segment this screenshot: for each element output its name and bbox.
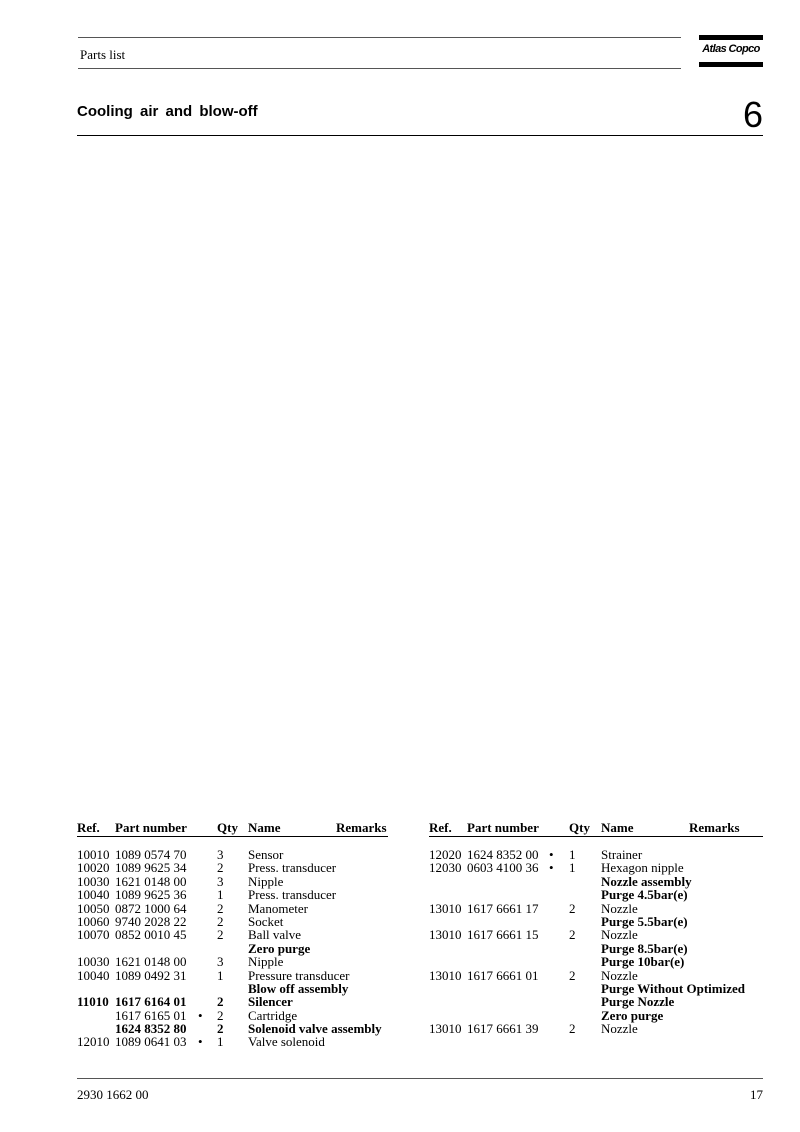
row-qty: 2	[569, 927, 576, 943]
row-name: Purge 5.5bar(e)	[601, 913, 688, 929]
row-ref: 12030	[429, 860, 462, 876]
table-row	[429, 969, 763, 982]
row-name: Nozzle	[601, 1021, 638, 1037]
table-row	[429, 888, 763, 901]
table-row	[429, 848, 763, 861]
table-body	[429, 848, 763, 1035]
doc-number: 2930 1662 00	[77, 1087, 149, 1102]
row-name: Purge Nozzle	[601, 994, 675, 1010]
section-rule	[77, 135, 763, 136]
row-name: Blow off assembly	[248, 980, 349, 996]
header-remarks: Remarks	[336, 820, 387, 835]
row-qty: 2	[569, 967, 576, 983]
row-name: Nozzle assembly	[601, 873, 692, 889]
header-name: Name	[601, 820, 634, 835]
row-ref: 10030	[77, 873, 110, 889]
row-name: Press. transducer	[248, 860, 337, 876]
row-bullet: •	[198, 1007, 203, 1023]
row-ref: 10040	[77, 967, 110, 983]
row-name: Press. transducer	[248, 887, 337, 903]
row-qty: 3	[217, 873, 224, 889]
row-name: Sensor	[248, 847, 284, 862]
row-name: Cartridge	[248, 1007, 298, 1023]
row-name: Nipple	[248, 873, 284, 889]
row-ref: 10040	[77, 887, 110, 903]
row-qty: 2	[217, 927, 224, 943]
row-ref: 10070	[77, 927, 110, 943]
table-row	[77, 928, 388, 941]
row-ref: 13010	[429, 900, 462, 916]
row-name: Hexagon nipple	[601, 860, 684, 876]
row-qty: 1	[569, 847, 576, 862]
row-qty: 2	[217, 1021, 224, 1037]
row-part-number: 1617 6164 01	[115, 994, 187, 1010]
header-ref: Ref.	[429, 820, 452, 835]
row-name: Nozzle	[601, 900, 638, 916]
table-row	[77, 1009, 388, 1022]
row-bullet: •	[549, 847, 554, 862]
table-row	[77, 875, 388, 888]
row-qty: 1	[217, 967, 224, 983]
row-ref: 11010	[77, 994, 109, 1010]
row-name: Purge 8.5bar(e)	[601, 940, 688, 956]
logo-bar-top	[699, 35, 763, 40]
row-part-number: 1617 6661 15	[467, 927, 539, 943]
row-name: Nozzle	[601, 927, 638, 943]
row-qty: 2	[217, 900, 224, 916]
row-ref: 12010	[77, 1034, 110, 1050]
table-row	[77, 982, 388, 995]
row-ref: 10020	[77, 860, 110, 876]
logo-wordmark: Atlas Copco	[702, 43, 760, 55]
row-part-number: 1089 0641 03	[115, 1034, 187, 1050]
table-row	[429, 995, 763, 1008]
table-row	[429, 955, 763, 968]
parts-table-right	[429, 820, 763, 1035]
header-ref: Ref.	[77, 820, 100, 835]
row-qty: 2	[569, 900, 576, 916]
row-name: Nipple	[248, 954, 284, 970]
row-ref: 13010	[429, 927, 462, 943]
table-header	[77, 820, 388, 837]
row-qty: 3	[217, 954, 224, 970]
section-number: 6	[742, 94, 763, 135]
row-name: Nozzle	[601, 967, 638, 983]
row-bullet: •	[549, 860, 554, 876]
table-row	[429, 875, 763, 888]
row-part-number: 1621 0148 00	[115, 954, 187, 970]
row-name: Purge 10bar(e)	[601, 954, 685, 970]
table-row	[429, 902, 763, 915]
table-row	[77, 902, 388, 915]
row-name: Ball valve	[248, 927, 302, 943]
header-part-number: Part number	[115, 820, 187, 835]
row-part-number: 9740 2028 22	[115, 913, 187, 929]
page-number: 17	[750, 1087, 763, 1102]
logo-bar-bottom	[699, 62, 763, 67]
row-part-number: 1624 8352 00	[467, 847, 539, 862]
row-qty: 1	[217, 887, 224, 903]
header-remarks: Remarks	[689, 820, 740, 835]
row-part-number: 1617 6661 39	[467, 1021, 539, 1037]
table-row	[429, 861, 763, 874]
row-name: Purge Without Optimized	[601, 980, 745, 996]
row-qty: 3	[217, 847, 224, 862]
header-rule-bottom	[78, 68, 681, 69]
doc-title: Parts list	[80, 47, 126, 62]
table-row	[77, 995, 388, 1008]
row-part-number: 1089 9625 34	[115, 860, 187, 876]
table-row	[429, 915, 763, 928]
row-part-number: 0872 1000 64	[115, 900, 187, 916]
section-title: Cooling air and blow-off	[77, 103, 258, 120]
row-name: Strainer	[601, 847, 643, 862]
table-row	[77, 969, 388, 982]
row-part-number: 1624 8352 80	[115, 1021, 187, 1037]
row-qty: 1	[569, 860, 576, 876]
row-part-number: 1089 0492 31	[115, 967, 187, 983]
row-ref: 13010	[429, 1021, 462, 1037]
table-row	[77, 915, 388, 928]
row-name: Valve solenoid	[248, 1034, 325, 1050]
table-row	[429, 1022, 763, 1035]
row-part-number: 1617 6165 01	[115, 1007, 187, 1023]
row-qty: 2	[217, 994, 224, 1010]
row-part-number: 1621 0148 00	[115, 873, 187, 889]
row-name: Zero purge	[601, 1007, 664, 1023]
row-part-number: 0852 0010 45	[115, 927, 187, 943]
footer-rule	[77, 1078, 763, 1079]
row-ref: 10030	[77, 954, 110, 970]
row-part-number: 1089 0574 70	[115, 847, 187, 862]
row-ref: 12020	[429, 847, 462, 862]
row-part-number: 1617 6661 17	[467, 900, 539, 916]
header-part-number: Part number	[467, 820, 539, 835]
table-row	[429, 982, 763, 995]
table-header	[429, 820, 763, 837]
row-ref: 10050	[77, 900, 110, 916]
row-part-number: 0603 4100 36	[467, 860, 539, 876]
table-row	[77, 1035, 388, 1048]
row-qty: 1	[217, 1034, 224, 1050]
row-ref: 10060	[77, 913, 110, 929]
header-name: Name	[248, 820, 281, 835]
table-row	[429, 1009, 763, 1022]
row-ref: 13010	[429, 967, 462, 983]
table-row	[77, 861, 388, 874]
row-qty: 2	[217, 913, 224, 929]
row-name: Zero purge	[248, 940, 311, 956]
row-part-number: 1617 6661 01	[467, 967, 539, 983]
table-body	[77, 848, 388, 1049]
row-name: Socket	[248, 913, 284, 929]
row-qty: 2	[217, 860, 224, 876]
row-name: Pressure transducer	[248, 967, 350, 983]
table-row	[77, 942, 388, 955]
row-qty: 2	[217, 1007, 224, 1023]
row-ref: 10010	[77, 847, 110, 862]
row-name: Purge 4.5bar(e)	[601, 887, 688, 903]
row-name: Manometer	[248, 900, 308, 916]
table-row	[77, 888, 388, 901]
row-name: Silencer	[248, 994, 293, 1010]
table-row	[429, 928, 763, 941]
row-name: Solenoid valve assembly	[248, 1021, 382, 1037]
table-row	[77, 848, 388, 861]
atlas-copco-logo	[699, 35, 763, 67]
table-row	[77, 955, 388, 968]
table-row	[429, 942, 763, 955]
row-part-number: 1089 9625 36	[115, 887, 187, 903]
row-qty: 2	[569, 1021, 576, 1037]
parts-table-left	[77, 820, 388, 1049]
header-qty: Qty	[217, 820, 238, 835]
table-row	[77, 1022, 388, 1035]
header-rule-top	[78, 37, 681, 38]
header-qty: Qty	[569, 820, 590, 835]
row-bullet: •	[198, 1034, 203, 1050]
